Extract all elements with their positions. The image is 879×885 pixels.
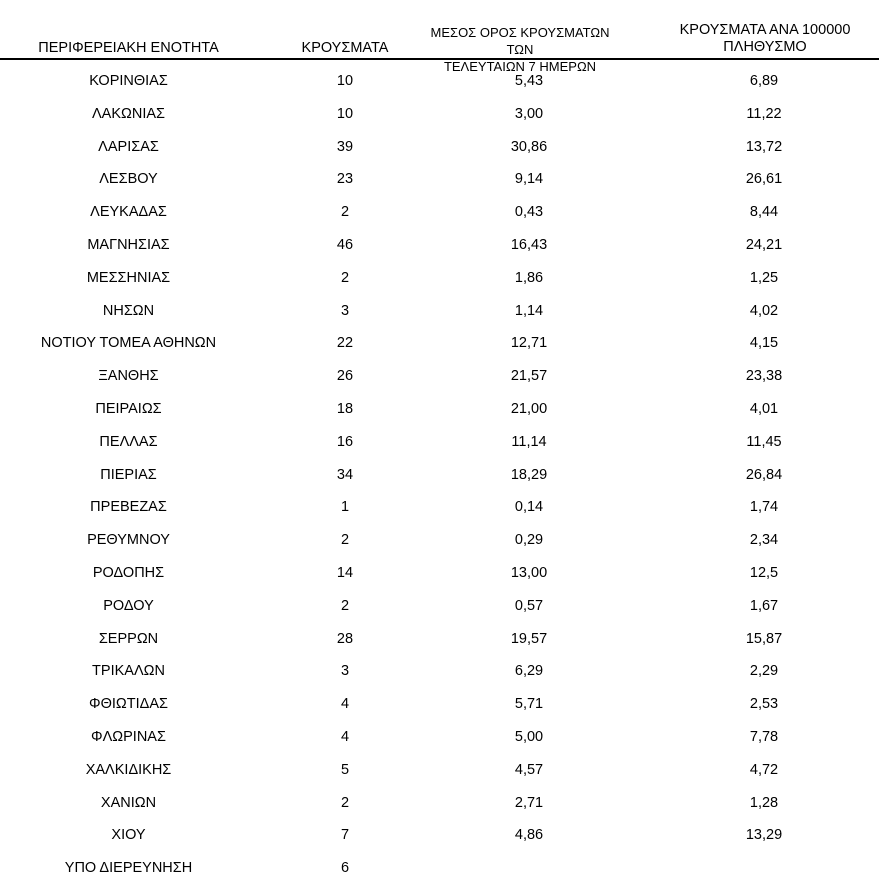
cell-region: ΡΕΘΥΜΝΟΥ [87,532,170,549]
cell-avg-7d: 19,57 [510,630,548,647]
cell-region: ΥΠΟ ΔΙΕΡΕΥΝΗΣΗ [64,860,193,877]
cell-region: ΜΑΓΝΗΣΙΑΣ [87,236,170,253]
cell-region: ΡΟΔΟΥ [103,597,154,614]
cell-avg-7d: 1,86 [514,269,544,286]
table-row [0,787,879,820]
table-row [0,163,879,196]
table-row [0,557,879,590]
cell-cases: 2 [340,204,350,221]
cell-avg-7d: 4,86 [514,827,544,844]
table-row [0,852,879,885]
cell-per-100k: 2,53 [749,696,779,713]
table-row [0,327,879,360]
cell-per-100k: 1,28 [749,794,779,811]
column-header-per-100k-line1: ΚΡΟΥΣΜΑΤΑ ΑΝΑ 100000 [679,22,851,38]
table-row [0,131,879,164]
cell-per-100k: 12,5 [749,564,779,581]
cell-region: ΦΘΙΩΤΙΔΑΣ [89,696,168,713]
cell-region: ΡΟΔΟΠΗΣ [92,564,165,581]
cell-cases: 22 [336,335,354,352]
cell-avg-7d: 13,00 [510,564,548,581]
cell-per-100k: 4,72 [749,761,779,778]
cell-per-100k: 23,38 [745,368,783,385]
cell-avg-7d: 0,57 [514,597,544,614]
cell-region: ΧΑΛΚΙΔΙΚΗΣ [85,761,172,778]
cell-cases: 6 [340,860,350,877]
cell-per-100k: 26,61 [745,171,783,188]
table-row [0,229,879,262]
cell-per-100k: 4,15 [749,335,779,352]
cell-region: ΛΕΥΚΑΔΑΣ [90,204,167,221]
cell-avg-7d: 3,00 [514,105,544,122]
cell-cases: 26 [336,368,354,385]
cell-region: ΜΕΣΣΗΝΙΑΣ [86,269,171,286]
cell-cases: 4 [340,728,350,745]
cell-avg-7d: 12,71 [510,335,548,352]
cell-cases: 10 [336,73,354,89]
cell-avg-7d: 0,14 [514,499,544,516]
cell-per-100k: 1,67 [749,597,779,614]
cell-region: ΧΑΝΙΩΝ [100,794,157,811]
column-header-cases: ΚΡΟΥΣΜΑΤΑ [301,40,389,56]
cell-per-100k: 11,22 [746,105,782,122]
table-row [0,623,879,656]
cell-avg-7d: 16,43 [510,236,548,253]
cell-avg-7d: 21,57 [510,368,548,385]
cell-avg-7d: 21,00 [510,400,548,417]
cell-avg-7d: 2,71 [514,794,544,811]
cell-region: ΠΙΕΡΙΑΣ [100,466,157,483]
cell-cases: 28 [336,630,354,647]
table-row [0,819,879,852]
cell-cases: 46 [336,236,354,253]
table-header [0,0,879,74]
cell-per-100k: 13,29 [745,827,783,844]
cell-avg-7d: 4,57 [514,761,544,778]
cell-cases: 18 [336,400,354,417]
cell-region: ΝΗΣΩΝ [102,302,155,319]
cell-region: ΤΡΙΚΑΛΩΝ [92,663,165,680]
cell-per-100k: 2,34 [749,532,779,549]
cell-region: ΚΟΡΙΝΘΙΑΣ [89,73,168,89]
table-row [0,426,879,459]
cell-per-100k: 6,89 [749,73,779,89]
cell-cases: 4 [340,696,350,713]
cell-per-100k: 26,84 [745,466,783,483]
table-row [0,65,879,98]
header-divider [0,58,879,60]
cell-region: ΣΕΡΡΩΝ [98,630,159,647]
cell-avg-7d: 5,00 [514,728,544,745]
cell-cases: 2 [340,269,350,286]
cell-cases: 5 [340,761,350,778]
cell-cases: 2 [340,532,350,549]
cell-cases: 3 [340,663,350,680]
table-body [0,65,879,885]
table-row [0,262,879,295]
cell-avg-7d: 0,43 [514,204,544,221]
column-header-per-100k [655,22,875,56]
cell-per-100k: 4,02 [749,302,779,319]
cell-cases: 1 [340,499,350,516]
column-header-avg-7d-line1: ΜΕΣΟΣ ΟΡΟΣ ΚΡΟΥΣΜΑΤΩΝ ΤΩΝ [430,25,610,57]
cell-region: ΛΑΡΙΣΑΣ [98,138,159,155]
cell-cases: 14 [336,564,354,581]
cell-cases: 2 [340,794,350,811]
cell-avg-7d: 5,71 [514,696,544,713]
cell-cases: 16 [336,433,354,450]
cell-avg-7d: 5,43 [514,73,544,89]
cell-region: ΛΑΚΩΝΙΑΣ [91,105,165,122]
cell-avg-7d: 18,29 [510,466,548,483]
cell-per-100k: 2,29 [749,663,779,680]
cell-region: ΧΙΟΥ [111,827,146,844]
table-row [0,459,879,492]
cell-per-100k: 1,74 [749,499,779,516]
cell-per-100k: 8,44 [749,204,779,221]
cell-avg-7d: 6,29 [514,663,544,680]
cell-region: ΝΟΤΙΟΥ ΤΟΜΕΑ ΑΘΗΝΩΝ [40,335,217,352]
cell-cases: 10 [336,105,354,122]
cell-cases: 39 [336,138,354,155]
cell-region: ΦΛΩΡΙΝΑΣ [91,728,166,745]
column-header-avg-7d-line2: ΤΕΛΕΥΤΑΙΩΝ 7 ΗΜΕΡΩΝ [443,59,597,74]
table-row [0,360,879,393]
table-row [0,688,879,721]
cell-per-100k: 7,78 [749,728,779,745]
table-row [0,98,879,131]
cell-region: ΠΡΕΒΕΖΑΣ [90,499,167,516]
column-header-per-100k-line2: ΠΛΗΘΥΣΜΟ [723,39,807,55]
cell-per-100k: 13,72 [745,138,783,155]
cell-per-100k: 4,01 [749,400,779,417]
cell-per-100k: 15,87 [745,630,783,647]
table-row [0,491,879,524]
cell-avg-7d: 0,29 [514,532,544,549]
cell-region: ΞΑΝΘΗΣ [98,368,159,385]
cell-region: ΛΕΣΒΟΥ [99,171,158,188]
table-row [0,655,879,688]
cell-per-100k: 11,45 [746,433,782,450]
cell-per-100k: 1,25 [749,269,779,286]
table-row [0,754,879,787]
cell-per-100k: 24,21 [745,236,783,253]
table-row [0,590,879,623]
table-row [0,295,879,328]
table-row [0,196,879,229]
table-row [0,721,879,754]
column-header-region: ΠΕΡΙΦΕΡΕΙΑΚΗ ΕΝΟΤΗΤΑ [38,40,219,56]
cell-cases: 34 [336,466,354,483]
cell-avg-7d: 9,14 [514,171,544,188]
cell-region: ΠΕΛΛΑΣ [99,433,158,450]
cell-region: ΠΕΙΡΑΙΩΣ [95,400,162,417]
cell-cases: 2 [340,597,350,614]
cell-avg-7d: 30,86 [510,138,548,155]
table-row [0,524,879,557]
cell-avg-7d: 11,14 [511,433,547,450]
cell-avg-7d: 1,14 [514,302,544,319]
cell-cases: 23 [336,171,354,188]
cell-cases: 3 [340,302,350,319]
cell-cases: 7 [340,827,350,844]
table-row [0,393,879,426]
